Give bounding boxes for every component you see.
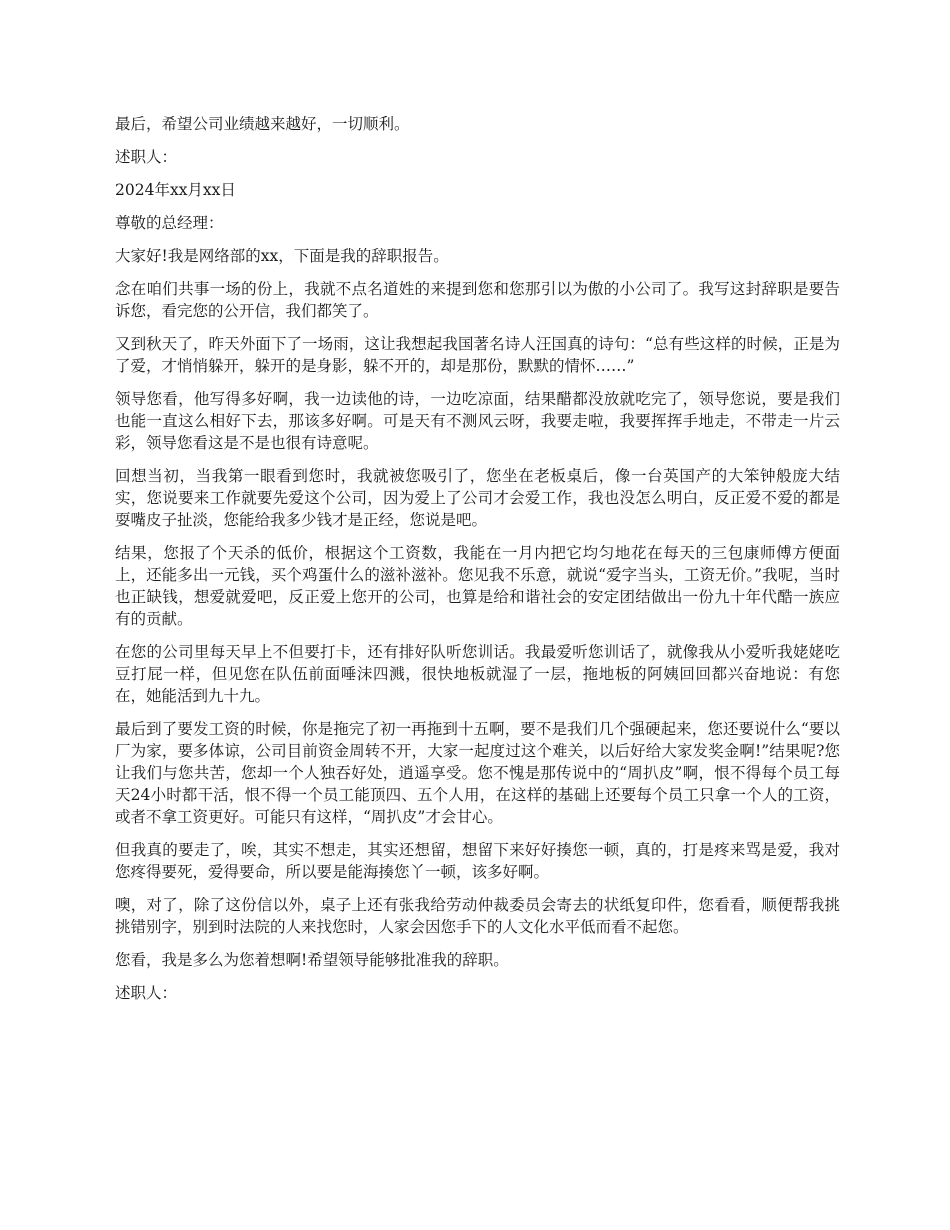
signature-label: 述职人： <box>115 148 178 166</box>
closing-wish: 最后，希望公司业绩越来越好，一切顺利。 <box>115 115 410 133</box>
salutation: 尊敬的总经理： <box>115 214 224 232</box>
body-paragraph: 在您的公司里每天早上不但要打卡，还有排好队听您训话。我最爱听您训话了，就像我从小爱听我姥姥吃豆打屁一样，但见您在队伍前面唾沫四溅，很快地板就湿了一层，拖地板的阿姨回回都兴奋地说：有您在，她能活到九十九。 <box>115 643 840 705</box>
body-paragraph: 但我真的要走了，唉，其实不想走，其实还想留，想留下来好好揍您一顿，真的，打是疼来骂是爱，我对您疼得要死，爱得要命，所以要是能海揍您丫一顿，该多好啊。 <box>115 841 840 881</box>
body-paragraph: 又到秋天了，昨天外面下了一场雨，这让我想起我国著名诗人汪国真的诗句：“总有些这样的时候，正是为了爱，才悄悄躲开，躲开的是身影，躲不开的，却是那份，默默的情怀……” <box>115 335 840 375</box>
date-line: 2024年xx月xx日 <box>115 181 236 199</box>
body-paragraph: 念在咱们共事一场的份上，我就不点名道姓的来提到您和您那引以为傲的小公司了。我写这封辞职是要告诉您，看完您的公开信，我们都笑了。 <box>115 280 840 320</box>
body-paragraph: 结果，您报了个天杀的低价，根据这个工资数，我能在一月内把它均匀地花在每天的三包康师傅方便面上，还能多出一元钱，买个鸡蛋什么的滋补滋补。您见我不乐意，就说“爱字当头，工资无价。”我呢，当时也正缺钱，想爱就爱吧，反正爱上您开的公司，也算是给和谐社会的安定团结做出一份九十年代酷一族应有的贡献。 <box>115 544 840 628</box>
body-paragraph: 噢，对了，除了这份信以外，桌子上还有张我给劳动仲裁委员会寄去的状纸复印件，您看看，顺便帮我挑挑错别字，别到时法院的人来找您时，人家会因您手下的人文化水平低而看不起您。 <box>115 896 840 936</box>
body-paragraph: 领导您看，他写得多好啊，我一边读他的诗，一边吃凉面，结果醋都没放就吃完了，领导您说，要是我们也能一直这么相好下去，那该多好啊。可是天有不测风云呀，我要走啦，我要挥挥手地走，不带走一片云彩，领导您看这是不是也很有诗意呢。 <box>115 390 840 452</box>
body-paragraph: 回想当初，当我第一眼看到您时，我就被您吸引了，您坐在老板桌后，像一台英国产的大笨钟般庞大结实，您说要来工作就要先爱这个公司，因为爱上了公司才会爱工作，我也没怎么明白，反正爱不爱的都是耍嘴皮子扯淡，您能给我多少钱才是正经，您说是吧。 <box>115 467 840 529</box>
greeting-paragraph: 大家好!我是网络部的xx，下面是我的辞职报告。 <box>115 247 449 265</box>
signature-label: 述职人： <box>115 984 178 1002</box>
document-body <box>115 113 840 1015</box>
body-paragraph: 最后到了要发工资的时候，你是拖完了初一再拖到十五啊，要不是我们几个强硬起来，您还要说什么“要以厂为家，要多体谅，公司目前资金周转不开，大家一起度过这个难关，以后好给大家发奖金啊!”结果呢?您让我们与您共苦，您却一个人独吞好处，逍遥享受。您不愧是那传说中的“周扒皮”啊，恨不得每个员工每天24小时都干活，恨不得一个员工能顶四、五个人用，在这样的基础上还要每个员工只拿一个人的工资，或者不拿工资更好。可能只有这样，“周扒皮”才会甘心。 <box>115 720 840 826</box>
request-paragraph: 您看，我是多么为您着想啊!希望领导能够批准我的辞职。 <box>115 951 509 969</box>
